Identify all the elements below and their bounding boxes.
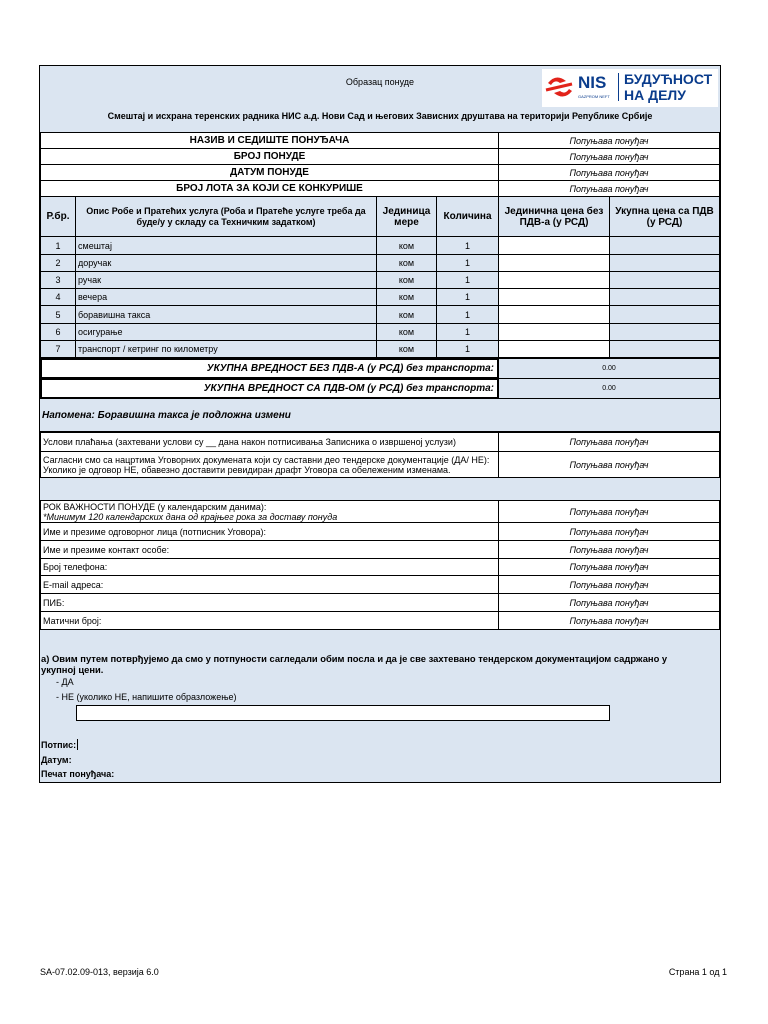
explanation-input[interactable] — [76, 705, 610, 721]
row-qty: 1 — [436, 236, 499, 255]
option-yes[interactable]: - ДА — [56, 677, 74, 687]
email-label: E-mail адреса: — [40, 575, 499, 594]
tax-id-label: ПИБ: — [40, 593, 499, 612]
total-with-vat-label: УКУПНА ВРЕДНОСТ СА ПДВ-ОМ (у РСД) без транспорта: — [40, 378, 499, 399]
responsible-person-value[interactable]: Попуњава понуђач — [498, 522, 720, 541]
col-total-price: Укупна цена са ПДВ (у РСД) — [609, 196, 720, 237]
logo-slogan-1: БУДУЋНОСТ — [624, 71, 713, 87]
total-without-vat-label: УКУПНА ВРЕДНОСТ БЕЗ ПДВ-А (у РСД) без транспорта: — [40, 358, 499, 379]
row-desc: ручак — [75, 271, 377, 289]
row-qty: 1 — [436, 323, 499, 341]
row-qty: 1 — [436, 271, 499, 289]
row-unit: ком — [376, 271, 437, 289]
footer-doc-code: SA-07.02.09-013, верзија 6.0 — [40, 967, 159, 977]
contract-agreement-line-1: Сагласни смо са нацртима Уговорних докумената који су саставни део тендерске документације (ДА/ НЕ): — [43, 454, 490, 465]
col-no: Р.бр. — [40, 196, 76, 237]
signature-label: Потпис: — [41, 740, 77, 750]
form-header — [40, 66, 720, 132]
col-unit-price: Јединична цена без ПДВ-а (у РСД) — [498, 196, 610, 237]
stamp-label: Печат понуђача: — [41, 769, 115, 779]
row-unit-price-input[interactable] — [498, 323, 610, 341]
email-value[interactable]: Попуњава понуђач — [498, 575, 720, 594]
lot-number-value[interactable]: Попуњава понуђач — [498, 180, 720, 197]
total-with-vat-value: 0.00 — [498, 378, 720, 399]
lot-number-label: БРОЈ ЛОТА ЗА КОЈИ СЕ КОНКУРИШЕ — [40, 180, 499, 197]
bidder-name-label: НАЗИВ И СЕДИШТЕ ПОНУЂАЧА — [40, 132, 499, 149]
row-total-price — [609, 323, 720, 341]
row-qty: 1 — [436, 305, 499, 324]
offer-number-label: БРОЈ ПОНУДЕ — [40, 148, 499, 165]
confirmation-statement-1: а) Овим путем потврђујемо да смо у потпуности сагледали обим посла и да је све захтевано тендерском документацијом садржано у — [41, 653, 668, 664]
row-unit: ком — [376, 340, 437, 358]
row-no: 3 — [40, 271, 76, 289]
responsible-person-label: Име и презиме одговорног лица (потписник Уговора): — [40, 522, 499, 541]
validity-value[interactable]: Попуњава понуђач — [498, 500, 720, 523]
tax-note: Напомена: Боравишна такса је подложна измени — [40, 398, 720, 432]
form-title: Образац понуде — [345, 77, 415, 87]
row-no: 4 — [40, 288, 76, 306]
footer-page-number: Страна 1 од 1 — [668, 967, 727, 977]
row-desc: вечера — [75, 288, 377, 306]
logo-slogan-2: НА ДЕЛУ — [624, 87, 686, 103]
row-unit-price-input[interactable] — [498, 288, 610, 306]
offer-form — [39, 65, 721, 783]
details-divider — [40, 629, 720, 630]
payment-terms-label: Услови плаћања (захтевани услови су __ дана након потписивања Записника о извршеној услузи) — [40, 432, 499, 452]
row-no: 7 — [40, 340, 76, 358]
row-qty: 1 — [436, 340, 499, 358]
phone-value[interactable]: Попуњава понуђач — [498, 558, 720, 576]
confirmation-statement-2: укупној цени. — [41, 664, 104, 675]
row-no: 5 — [40, 305, 76, 324]
offer-date-value[interactable]: Попуњава понуђач — [498, 164, 720, 181]
row-unit-price-input[interactable] — [498, 340, 610, 358]
validity-label — [40, 500, 499, 523]
row-no: 6 — [40, 323, 76, 341]
logo-sub: GAZPROM NEFT — [578, 94, 610, 99]
row-unit-price-input[interactable] — [498, 254, 610, 272]
row-unit: ком — [376, 305, 437, 324]
row-desc: осигурање — [75, 323, 377, 341]
row-no: 2 — [40, 254, 76, 272]
col-unit: Јединица мере — [376, 196, 437, 237]
row-unit-price-input[interactable] — [498, 236, 610, 255]
row-no: 1 — [40, 236, 76, 255]
offer-number-value[interactable]: Попуњава понуђач — [498, 148, 720, 165]
row-total-price — [609, 305, 720, 324]
bidder-name-value[interactable]: Попуњава понуђач — [498, 132, 720, 149]
registration-number-value[interactable]: Попуњава понуђач — [498, 611, 720, 630]
option-no[interactable]: - НЕ (уколико НЕ, напишите образложење) — [56, 692, 237, 702]
nis-logo — [542, 69, 718, 107]
col-description: Опис Робе и Пратећих услуга (Роба и Пратеће услуге треба да буде/у у складу са Техничким задатком) — [75, 196, 377, 237]
row-desc: боравишна такса — [75, 305, 377, 324]
payment-terms-value[interactable]: Попуњава понуђач — [498, 432, 720, 452]
registration-number-label: Матични број: — [40, 611, 499, 630]
form-subtitle: Смештај и исхрана теренских радника НИС а.д. Нови Сад и његових Зависних друштава на територији Републике Србије — [107, 111, 653, 121]
contract-agreement-label — [40, 451, 499, 478]
row-unit: ком — [376, 323, 437, 341]
row-unit-price-input[interactable] — [498, 305, 610, 324]
contract-agreement-line-2: Уколико је одговор НЕ, обавезно доставити ревидиран драфт Уговора са обележеним изменама. — [43, 464, 451, 475]
logo-brand: NIS — [578, 73, 607, 92]
total-without-vat-value: 0.00 — [498, 358, 720, 379]
tax-id-value[interactable]: Попуњава понуђач — [498, 593, 720, 612]
contact-person-value[interactable]: Попуњава понуђач — [498, 540, 720, 559]
row-total-price — [609, 254, 720, 272]
col-qty: Количина — [436, 196, 499, 237]
validity-sublabel: *Минимум 120 календарских дана од крајњег рока за доставу понуда — [43, 511, 338, 522]
phone-label: Број телефона: — [40, 558, 499, 576]
row-total-price — [609, 288, 720, 306]
contract-agreement-value[interactable]: Попуњава понуђач — [498, 451, 720, 478]
row-qty: 1 — [436, 288, 499, 306]
signature-cursor — [77, 739, 78, 750]
row-desc: смештај — [75, 236, 377, 255]
contact-person-label: Име и презиме контакт особе: — [40, 540, 499, 559]
row-qty: 1 — [436, 254, 499, 272]
row-unit: ком — [376, 254, 437, 272]
row-desc: доручак — [75, 254, 377, 272]
row-total-price — [609, 236, 720, 255]
row-unit: ком — [376, 236, 437, 255]
row-unit: ком — [376, 288, 437, 306]
row-unit-price-input[interactable] — [498, 271, 610, 289]
row-desc: транспорт / кетринг по километру — [75, 340, 377, 358]
row-total-price — [609, 271, 720, 289]
row-total-price — [609, 340, 720, 358]
logo-divider — [618, 73, 619, 101]
offer-date-label: ДАТУМ ПОНУДЕ — [40, 164, 499, 181]
validity-label-text: РОК ВАЖНОСТИ ПОНУДЕ (у календарским данима): — [43, 501, 267, 512]
date-label: Датум: — [41, 755, 72, 765]
